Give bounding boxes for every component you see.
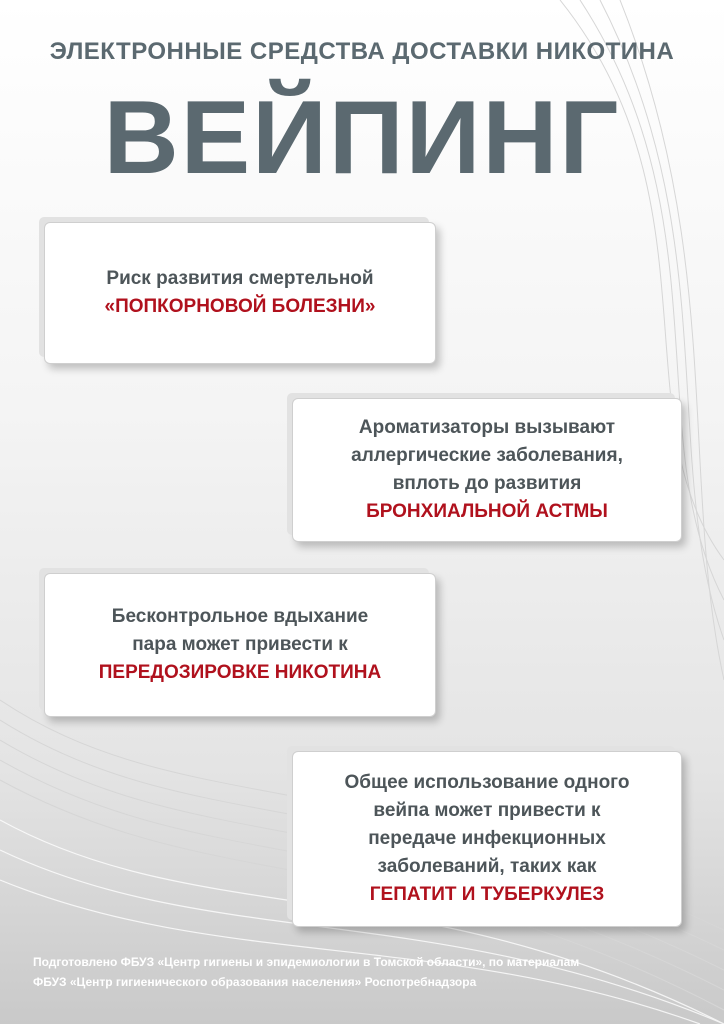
card-text-line: аллергические заболевания,: [351, 445, 623, 466]
card-text-line: Ароматизаторы вызывают: [358, 417, 616, 438]
card-text-line: Бесконтрольное вдыхание: [111, 606, 369, 627]
card-text-line: передаче инфекционных: [368, 828, 606, 849]
card-highlight: БРОНХИАЛЬНОЙ АСТМЫ: [366, 501, 608, 522]
card-text-line: вейпа может привести к: [373, 800, 601, 821]
info-card-infections: [292, 751, 682, 927]
card-text-line: заболеваний, таких как: [377, 856, 597, 877]
info-card-popcorn-lung: [44, 222, 436, 364]
card-text-line: Общее использование одного: [344, 772, 630, 793]
page-title: ВЕЙПИНГ: [103, 80, 621, 196]
footer-line: ФБУЗ «Центр гигиенического образования населения» Роспотребнадзора: [33, 975, 477, 989]
subtitle: ЭЛЕКТРОННЫЕ СРЕДСТВА ДОСТАВКИ НИКОТИНА: [49, 38, 675, 65]
card-highlight: «ПОПКОРНОВОЙ БОЛЕЗНИ»: [104, 296, 376, 317]
footer-credits: [33, 952, 693, 992]
card-highlight: ГЕПАТИТ И ТУБЕРКУЛЕЗ: [369, 884, 605, 905]
card-highlight: ПЕРЕДОЗИРОВКЕ НИКОТИНА: [98, 662, 382, 683]
info-card-nicotine-overdose: [44, 573, 436, 717]
card-text-line: вплоть до развития: [392, 473, 582, 494]
info-card-asthma: [292, 398, 682, 542]
card-text-line: пара может привести к: [132, 634, 348, 655]
card-text-line: Риск развития смертельной: [106, 268, 374, 289]
footer-line: Подготовлено ФБУЗ «Центр гигиены и эпидемиологии в Томской области», по материалам: [33, 955, 580, 969]
